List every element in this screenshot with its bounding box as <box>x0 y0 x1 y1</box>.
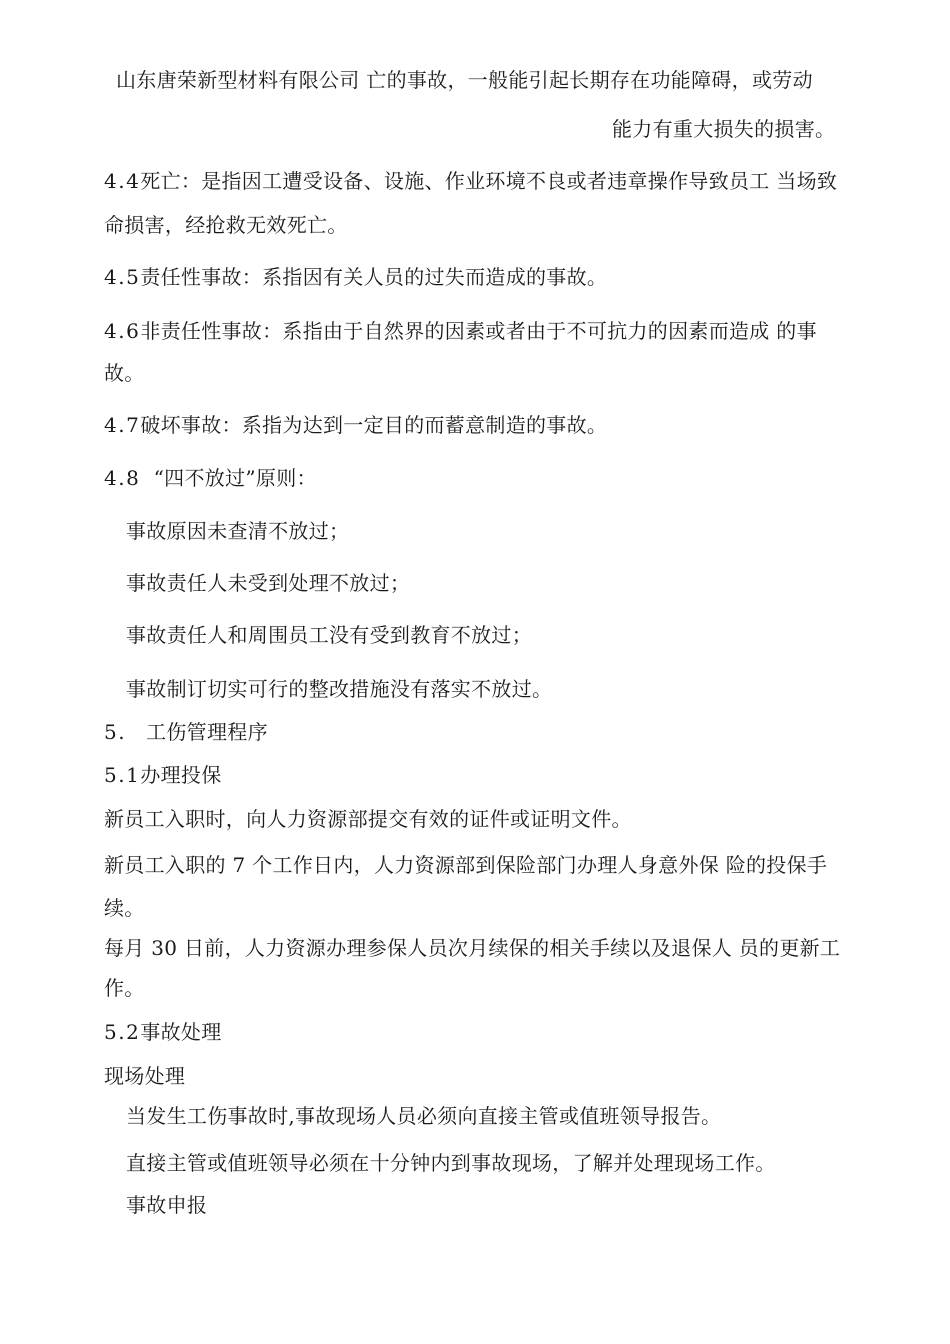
clause-4-8 <box>104 465 317 491</box>
paragraph: 新员工入职时，向人力资源部提交有效的证件或证明文件。 <box>104 807 632 831</box>
clause-4-5 <box>104 264 607 290</box>
section-title: 事故处理 <box>140 1020 222 1044</box>
principle-item: 事故原因未查清不放过； <box>126 519 350 543</box>
section-5-heading <box>104 719 268 745</box>
section-title: 工伤管理程序 <box>146 720 268 744</box>
principle-item: 事故责任人和周围员工没有受到教育不放过； <box>126 623 532 647</box>
subheading: 现场处理 <box>104 1064 186 1088</box>
paragraph-line-2: 续。 <box>104 896 145 920</box>
section-number: 5.2 <box>104 1020 141 1044</box>
clause-number: 4.4 <box>104 169 141 193</box>
clause-number: 4.6 <box>104 319 141 343</box>
clause-4-7 <box>104 412 607 438</box>
section-number: 5.1 <box>104 763 141 787</box>
section-5-1-heading <box>104 762 222 788</box>
principle-item: 事故责任人未受到处理不放过； <box>126 571 411 595</box>
paragraph-line-1: 每月 30 日前，人力资源办理参保人员次月续保的相关手续以及退保人 员的更新工 <box>104 936 841 960</box>
header-line-1 <box>116 67 813 93</box>
header-line-1-text: 亡的事故，一般能引起长期存在功能障碍，或劳动 <box>366 68 813 92</box>
paragraph: 事故申报 <box>126 1193 208 1217</box>
clause-4-4-line-1 <box>104 168 837 194</box>
paragraph-line-2: 作。 <box>104 976 145 1000</box>
clause-text: 死亡：是指因工遭受设备、设施、作业环境不良或者违章操作导致员工 当场致 <box>140 169 838 193</box>
section-5-2-heading <box>104 1019 222 1045</box>
header-line-2: 能力有重大损失的损害。 <box>612 117 836 141</box>
clause-4-6-line-1 <box>104 318 817 344</box>
paragraph: 直接主管或值班领导必须在十分钟内到事故现场，了解并处理现场工作。 <box>126 1151 776 1175</box>
clause-number: 4.8 <box>104 466 141 490</box>
section-number: 5. <box>104 720 127 744</box>
clause-text: “四不放过”原则： <box>153 466 317 490</box>
company-name: 山东唐荣新型材料有限公司 <box>116 68 360 92</box>
clause-4-6-line-2: 故。 <box>104 361 145 385</box>
paragraph: 当发生工伤事故时,事故现场人员必须向直接主管或值班领导报告。 <box>126 1104 722 1128</box>
clause-number: 4.5 <box>104 265 141 289</box>
paragraph-line-1: 新员工入职的 7 个工作日内，人力资源部到保险部门办理人身意外保 险的投保手 <box>104 853 828 877</box>
clause-text: 非责任性事故：系指由于自然界的因素或者由于不可抗力的因素而造成 的事 <box>140 319 817 343</box>
section-title: 办理投保 <box>140 763 222 787</box>
clause-4-4-line-2: 命损害，经抢救无效死亡。 <box>104 213 348 237</box>
principle-item: 事故制订切实可行的整改措施没有落实不放过。 <box>126 677 553 701</box>
clause-text: 破坏事故：系指为达到一定目的而蓄意制造的事故。 <box>140 413 608 437</box>
clause-number: 4.7 <box>104 413 141 437</box>
clause-text: 责任性事故：系指因有关人员的过失而造成的事故。 <box>140 265 608 289</box>
